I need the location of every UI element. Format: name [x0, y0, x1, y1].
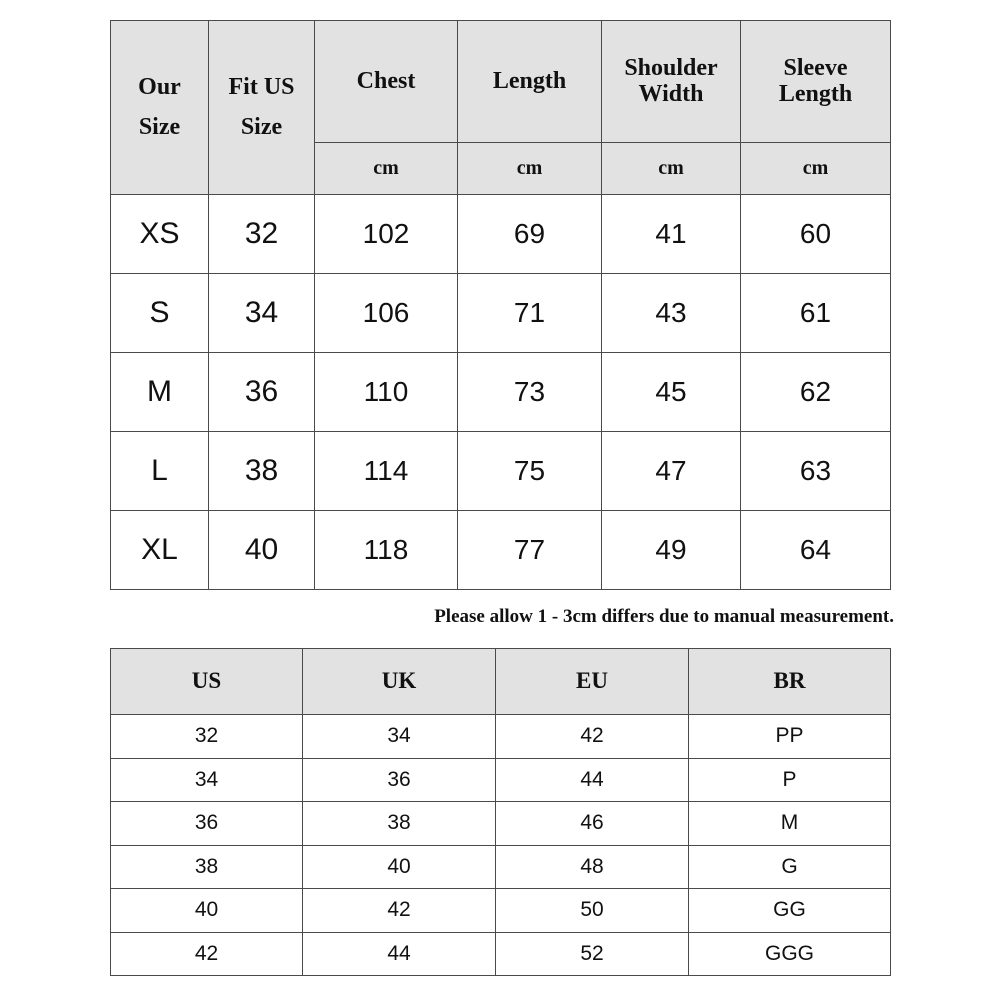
cell-br: P [689, 758, 891, 802]
cell-uk: 34 [303, 715, 496, 759]
cell-chest: 118 [315, 511, 458, 590]
cell-us: 42 [111, 932, 303, 976]
cell-chest: 106 [315, 274, 458, 353]
cell-uk: 44 [303, 932, 496, 976]
header-fit-us-size: Fit US Size [209, 21, 315, 195]
cell-length: 75 [458, 432, 602, 511]
conversion-table-row [111, 932, 891, 976]
unit-length: cm [458, 143, 602, 195]
cell-uk: 36 [303, 758, 496, 802]
measurement-note: Please allow 1 - 3cm differs due to manual measurement. [434, 606, 894, 627]
cell-length: 73 [458, 353, 602, 432]
cell-fit-us-size: 34 [209, 274, 315, 353]
cell-shoulder-width: 45 [602, 353, 741, 432]
header-chest: Chest [315, 21, 458, 143]
cell-us: 32 [111, 715, 303, 759]
cell-sleeve-length: 62 [741, 353, 891, 432]
cell-length: 77 [458, 511, 602, 590]
size-table-row [111, 274, 891, 353]
cell-eu: 46 [496, 802, 689, 846]
header-eu: EU [496, 649, 689, 715]
conversion-header-row [111, 649, 891, 715]
conversion-table-row [111, 845, 891, 889]
header-shoulder-width: Shoulder Width [602, 21, 741, 143]
cell-br: M [689, 802, 891, 846]
cell-eu: 52 [496, 932, 689, 976]
cell-shoulder-width: 47 [602, 432, 741, 511]
cell-sleeve-length: 63 [741, 432, 891, 511]
cell-us: 34 [111, 758, 303, 802]
cell-fit-us-size: 40 [209, 511, 315, 590]
conversion-table-row [111, 889, 891, 933]
header-sleeve-length: Sleeve Length [741, 21, 891, 143]
unit-shoulder-width: cm [602, 143, 741, 195]
size-table-row [111, 511, 891, 590]
cell-shoulder-width: 41 [602, 195, 741, 274]
header-our-size: Our Size [111, 21, 209, 195]
cell-uk: 38 [303, 802, 496, 846]
cell-sleeve-length: 64 [741, 511, 891, 590]
cell-us: 36 [111, 802, 303, 846]
conversion-table-row [111, 758, 891, 802]
cell-eu: 44 [496, 758, 689, 802]
header-br: BR [689, 649, 891, 715]
cell-uk: 40 [303, 845, 496, 889]
size-conversion-table [110, 648, 891, 976]
cell-fit-us-size: 32 [209, 195, 315, 274]
cell-chest: 114 [315, 432, 458, 511]
cell-shoulder-width: 49 [602, 511, 741, 590]
conversion-table-row [111, 802, 891, 846]
cell-br: PP [689, 715, 891, 759]
cell-us: 40 [111, 889, 303, 933]
header-us: US [111, 649, 303, 715]
cell-shoulder-width: 43 [602, 274, 741, 353]
cell-our-size: M [111, 353, 209, 432]
cell-us: 38 [111, 845, 303, 889]
size-table-row [111, 353, 891, 432]
header-length: Length [458, 21, 602, 143]
cell-eu: 48 [496, 845, 689, 889]
cell-our-size: XS [111, 195, 209, 274]
size-measurement-table [110, 20, 891, 590]
size-table-row [111, 432, 891, 511]
unit-sleeve-length: cm [741, 143, 891, 195]
cell-br: GG [689, 889, 891, 933]
cell-chest: 102 [315, 195, 458, 274]
cell-our-size: L [111, 432, 209, 511]
cell-uk: 42 [303, 889, 496, 933]
cell-length: 69 [458, 195, 602, 274]
cell-eu: 50 [496, 889, 689, 933]
cell-our-size: S [111, 274, 209, 353]
cell-sleeve-length: 61 [741, 274, 891, 353]
cell-our-size: XL [111, 511, 209, 590]
cell-fit-us-size: 36 [209, 353, 315, 432]
size-table-row [111, 195, 891, 274]
cell-br: GGG [689, 932, 891, 976]
cell-length: 71 [458, 274, 602, 353]
cell-br: G [689, 845, 891, 889]
cell-eu: 42 [496, 715, 689, 759]
cell-sleeve-length: 60 [741, 195, 891, 274]
cell-fit-us-size: 38 [209, 432, 315, 511]
unit-chest: cm [315, 143, 458, 195]
conversion-table-row [111, 715, 891, 759]
cell-chest: 110 [315, 353, 458, 432]
size-table-header-row [111, 21, 891, 143]
header-uk: UK [303, 649, 496, 715]
